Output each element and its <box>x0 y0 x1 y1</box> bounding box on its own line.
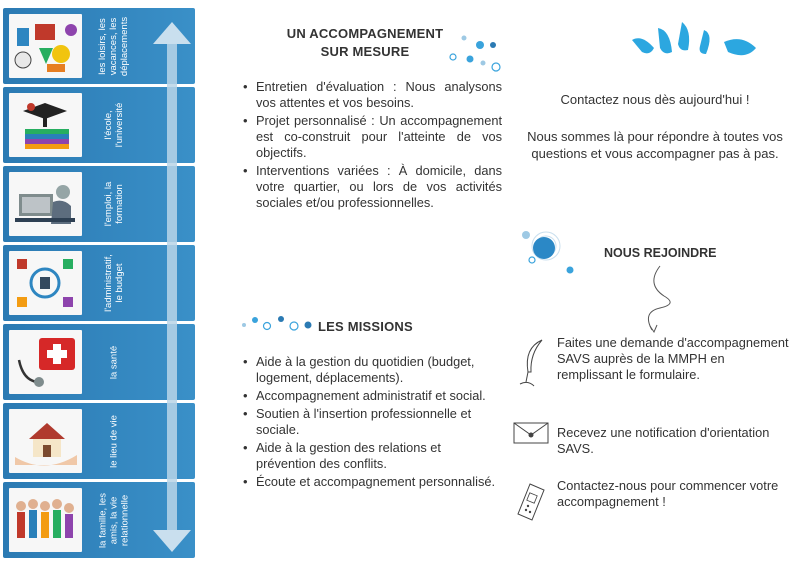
list-item: • Entretien d'évaluation : Nous analysons vos attentes et vos besoins. <box>240 79 502 111</box>
missions-list <box>240 354 502 490</box>
step-demande: Faites une demande d'accompagnement SAVS auprès de la MMPH en remplissant le formulaire. <box>557 335 789 382</box>
graduation-icon <box>9 93 82 157</box>
bubbles-icon <box>448 32 508 74</box>
sidebar-item-label: le lieu de vie <box>108 414 120 468</box>
sidebar-item-label: l'administratif, le budget <box>103 254 125 312</box>
list-item: • Écoute et accompagnement personnalisé. <box>240 474 502 490</box>
admin-icon <box>9 251 82 315</box>
family-icon <box>9 488 82 552</box>
envelope-icon <box>512 420 552 446</box>
missions-title: LES MISSIONS <box>318 319 413 334</box>
list-item: • Soutien à l'insertion professionnelle et sociale. <box>240 406 502 438</box>
sidebar <box>3 8 195 556</box>
leisure-icon <box>9 14 82 78</box>
title-line-2: SUR MESURE <box>320 44 410 59</box>
step-notification: Recevez une notification d'orientation SAVS. <box>557 425 770 456</box>
list-item: • Aide à la gestion du quotidien (budget, logement, déplacements). <box>240 354 502 386</box>
work-icon <box>9 172 82 236</box>
house-icon <box>9 409 82 473</box>
first-aid-icon <box>9 330 82 394</box>
list-item: • Aide à la gestion des relations et prévention des conflits. <box>240 440 502 472</box>
swirl-bubbles-icon <box>514 226 580 278</box>
rejoindre-title: NOUS REJOINDRE <box>604 246 717 260</box>
list-item: • Accompagnement administratif et social. <box>240 388 502 404</box>
contact-headline: Contactez nous dès aujourd'hui ! <box>560 92 750 107</box>
title-line-1: UN ACCOMPAGNEMENT <box>286 26 444 41</box>
sidebar-item-label: la santé <box>108 345 120 379</box>
phone-icon <box>514 482 548 522</box>
sidebar-item-label: l'emploi, la formation <box>103 181 125 227</box>
sidebar-item-label: l'école, l'université <box>103 102 125 148</box>
list-item: • Interventions variées : À domicile, dans votre quartier, ou lors de vos activités sociales et/ou professionnelles. <box>240 163 502 211</box>
accompagnement-title <box>270 26 460 59</box>
splash-icon <box>630 20 760 72</box>
bubbles-icon <box>240 312 316 334</box>
double-arrow-icon <box>153 22 191 552</box>
quill-icon <box>516 338 548 390</box>
contact-body: Nous sommes là pour répondre à toutes vos questions et vous accompagner pas à pas. <box>527 129 783 161</box>
accompagnement-list <box>240 79 502 211</box>
curly-arrow-icon <box>628 264 684 334</box>
list-item: • Projet personnalisé : Un accompagnement est co-construit pour l'atteinte de vos objectifs. <box>240 113 502 161</box>
step-contact: Contactez-nous pour commencer votre accompagnement ! <box>557 478 779 509</box>
sidebar-item-label: les loisirs, les vacances, les déplacements <box>97 16 131 76</box>
sidebar-item-label: la famille, les amis, la vie relationnelle <box>97 492 131 548</box>
